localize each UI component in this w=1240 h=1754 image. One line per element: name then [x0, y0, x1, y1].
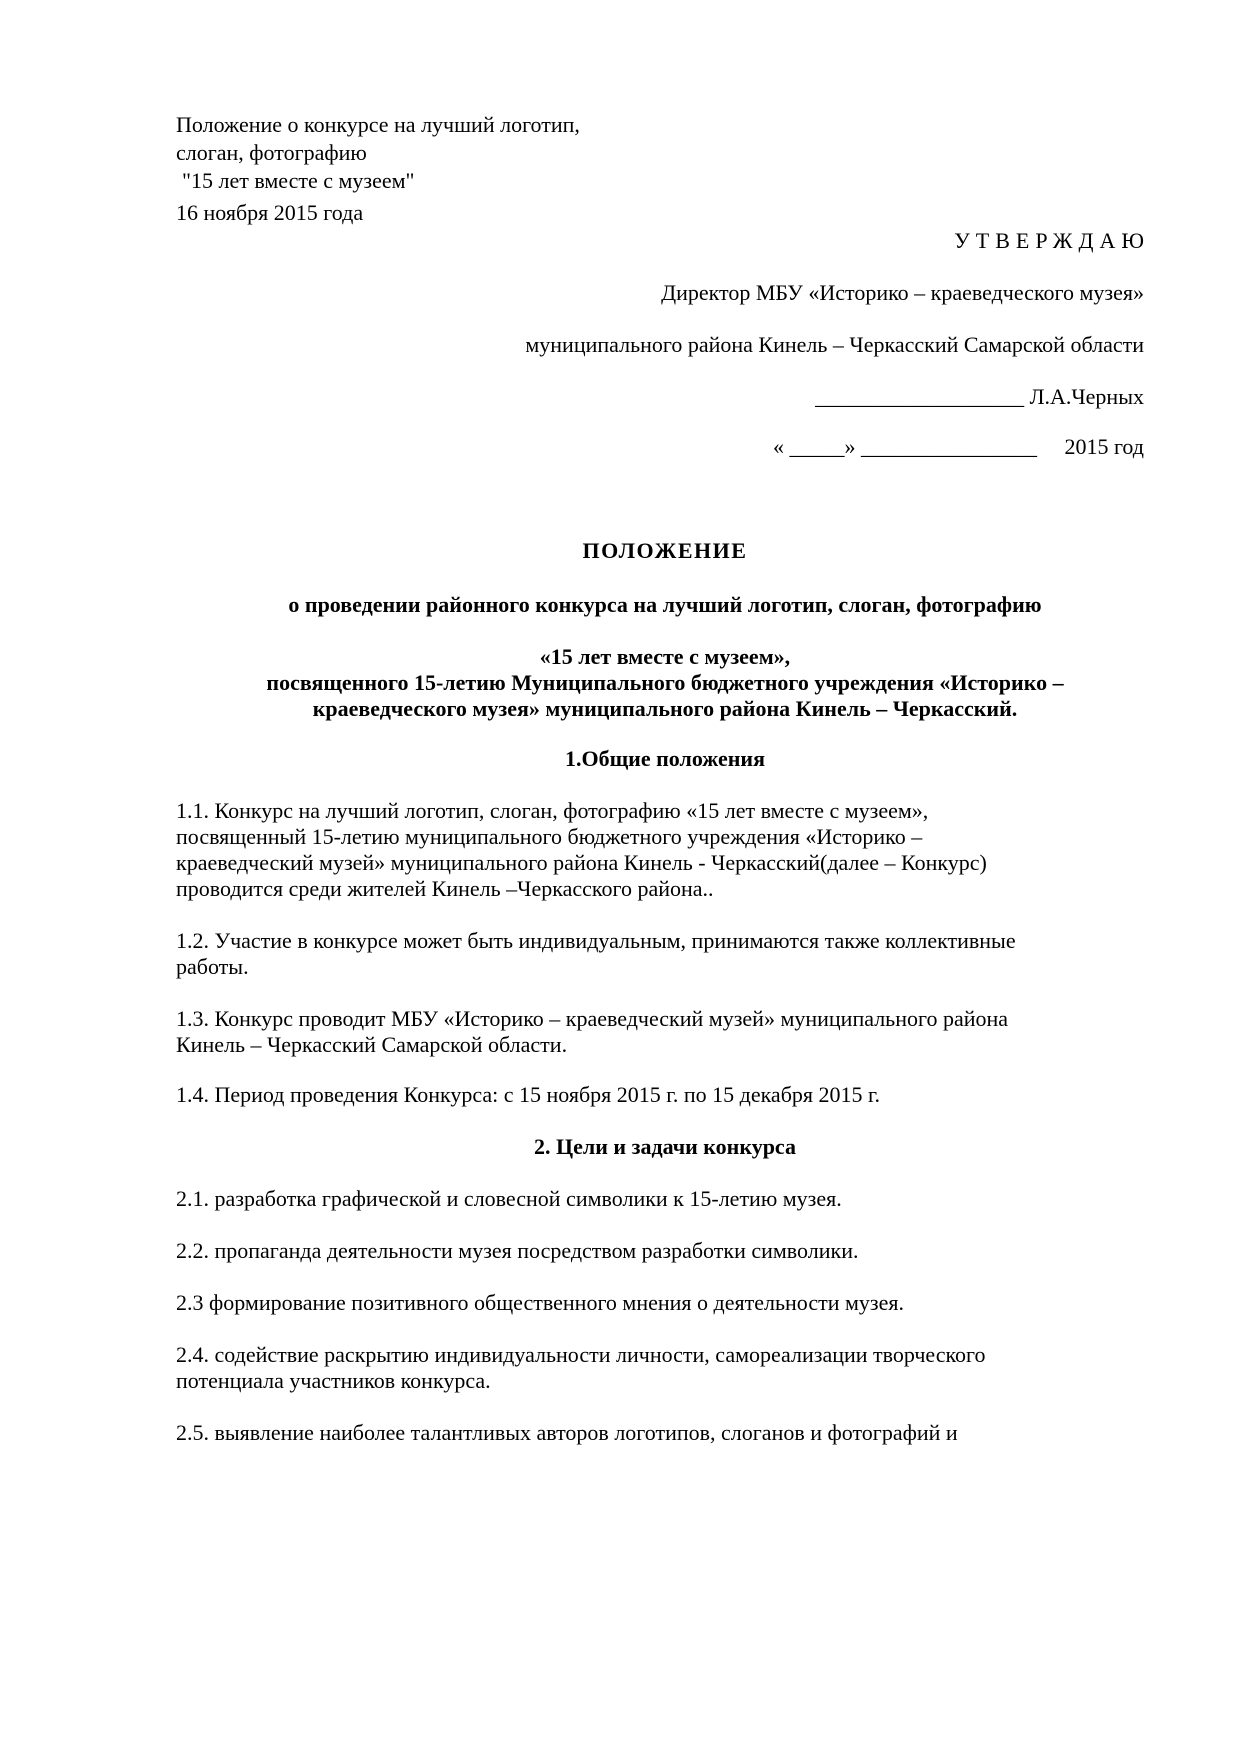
approval-district: муниципального района Кинель – Черкасский Самарской области: [525, 332, 1144, 357]
paragraph-1-1-line-1: 1.1. Конкурс на лучший логотип, слоган, фотографию «15 лет вместе с музеем»,: [176, 798, 929, 823]
header-line-3: "15 лет вместе с музеем": [182, 168, 415, 193]
paragraph-2-2: 2.2. пропаганда деятельности музея посредством разработки символики.: [176, 1238, 859, 1263]
paragraph-1-1-line-4: проводится среди жителей Кинель –Черкасского района..: [176, 876, 714, 901]
approval-position: Директор МБУ «Историко – краеведческого музея»: [661, 280, 1144, 305]
section-1-heading: 1.Общие положения: [565, 746, 765, 771]
paragraph-1-4: 1.4. Период проведения Конкурса: с 15 ноября 2015 г. по 15 декабря 2015 г.: [176, 1082, 881, 1107]
contest-name: «15 лет вместе с музеем»,: [539, 644, 791, 669]
header-line-2: слоган, фотографию: [176, 140, 367, 165]
paragraph-1-3-line-2: Кинель – Черкасский Самарской области.: [176, 1032, 568, 1057]
document-title: ПОЛОЖЕНИЕ: [582, 538, 748, 563]
document-subtitle: о проведении районного конкурса на лучший логотип, слоган, фотографию: [288, 592, 1042, 617]
approval-signature: ___________________ Л.А.Черных: [815, 384, 1144, 409]
paragraph-2-4-line-2: потенциала участников конкурса.: [176, 1368, 491, 1393]
paragraph-2-1: 2.1. разработка графической и словесной символики к 15-летию музея.: [176, 1186, 842, 1211]
paragraph-2-4-line-1: 2.4. содействие раскрытию индивидуальности личности, самореализации творческого: [176, 1342, 986, 1367]
dedication-line-1: посвященного 15-летию Муниципального бюджетного учреждения «Историко –: [266, 670, 1064, 695]
paragraph-1-1-line-2: посвященный 15-летию муниципального бюджетного учреждения «Историко –: [176, 824, 923, 849]
paragraph-1-3-line-1: 1.3. Конкурс проводит МБУ «Историко – краеведческий музей» муниципального района: [176, 1006, 1009, 1031]
dedication-line-2: краеведческого музея» муниципального района Кинель – Черкасский.: [312, 696, 1018, 721]
header-line-1: Положение о конкурсе на лучший логотип,: [176, 112, 580, 137]
header-date: 16 ноября 2015 года: [176, 200, 364, 225]
approval-approve: УТВЕРЖДАЮ: [954, 228, 1150, 253]
paragraph-2-5-line-1: 2.5. выявление наиболее талантливых авторов логотипов, слоганов и фотографий и: [176, 1420, 958, 1445]
approval-date: « _____» ________________ 2015 год: [772, 434, 1144, 459]
paragraph-1-2-line-1: 1.2. Участие в конкурсе может быть индивидуальным, принимаются также коллективные: [176, 928, 1016, 953]
paragraph-1-2-line-2: работы.: [176, 954, 249, 979]
section-2-heading: 2. Цели и задачи конкурса: [534, 1134, 796, 1159]
paragraph-2-3: 2.3 формирование позитивного общественного мнения о деятельности музея.: [176, 1290, 904, 1315]
paragraph-1-1-line-3: краеведческий музей» муниципального района Кинель - Черкасский(далее – Конкурс): [176, 850, 987, 875]
